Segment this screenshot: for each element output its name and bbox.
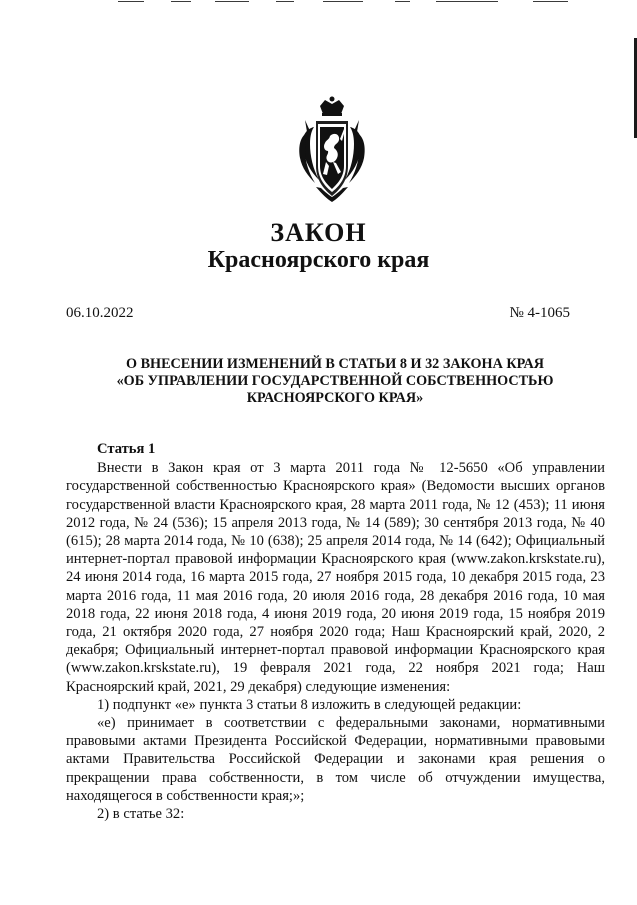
law-date: 06.10.2022 [66,305,134,321]
document-heading-line-1: О ВНЕСЕНИИ ИЗМЕНЕНИЙ В СТАТЬИ 8 И 32 ЗАКОНА КРАЯ [126,356,544,372]
law-number: № 4-1065 [509,305,570,321]
scan-top-edge [0,0,637,6]
article-1-intro: Внести в Закон края от 3 марта 2011 года № 12-5650 «Об управлении государственной собственностью Красноярского края» (Ведомости высших органов государственной власти Красноярского края, 28 марта 2011 года, № 12 (453); 11 июня 2012 года, № 24 (536); 15 апреля 2013 года, № 14 (589); 30 сентября 2013 года, № 40 (615); 28 марта 2014 года, № 10 (638); 25 апреля 2014 года, № 14 (642); Официальный интернет-портал правовой информации Красноярского края (www.zakon.krskstate.ru), 24 июня 2014 года, 16 марта 2015 года, 27 ноября 2015 года, 10 декабря 2015 года, 23 марта 2016 года, 11 мая 2016 года, 20 июля 2016 года, 28 декабря 2016 года, 10 мая 2018 года, 22 июня 2018 года, 4 июня 2019 года, 20 июня 2019 года, 15 ноября 2019 года, 21 октября 2020 года, 27 ноября 2020 года; Наш Красноярский край, 2020, 2 декабря; Официальный интернет-портал правовой информации Красноярского края (www.zakon.krskstate.ru), 19 февраля 2021 года, 22 ноября 2021 года; Наш Красноярский край, 2021, 29 декабря) следующие изменения: [66,460,605,695]
law-title: ЗАКОН [270,218,367,247]
document-heading-line-2: «ОБ УПРАВЛЕНИИ ГОСУДАРСТВЕННОЙ СОБСТВЕННОСТЬЮ [116,373,554,389]
article-1-quote: «е) принимает в соответствии с федеральными законами, нормативными правовыми актами Президента Российской Федерации, нормативными правовыми актами Правительства Российской Федерации и законами края решения о прекращении права собственности, в том числе об отчуждении имущества, находящегося в собственности края;»; [66,715,605,804]
article-1-body [66,440,605,823]
region-title: Красноярского края [207,247,430,273]
article-1-item-2: 2) в статье 32: [97,806,185,823]
krasnoyarsk-coat-of-arms-icon [287,96,377,208]
article-1-title: Статья 1 [97,441,156,457]
article-1-item-1: 1) подпункт «е» пункта 3 статьи 8 изложить в следующей редакции: [97,696,522,713]
document-heading-line-3: КРАСНОЯРСКОГО КРАЯ» [246,390,424,406]
document-heading [80,356,590,407]
